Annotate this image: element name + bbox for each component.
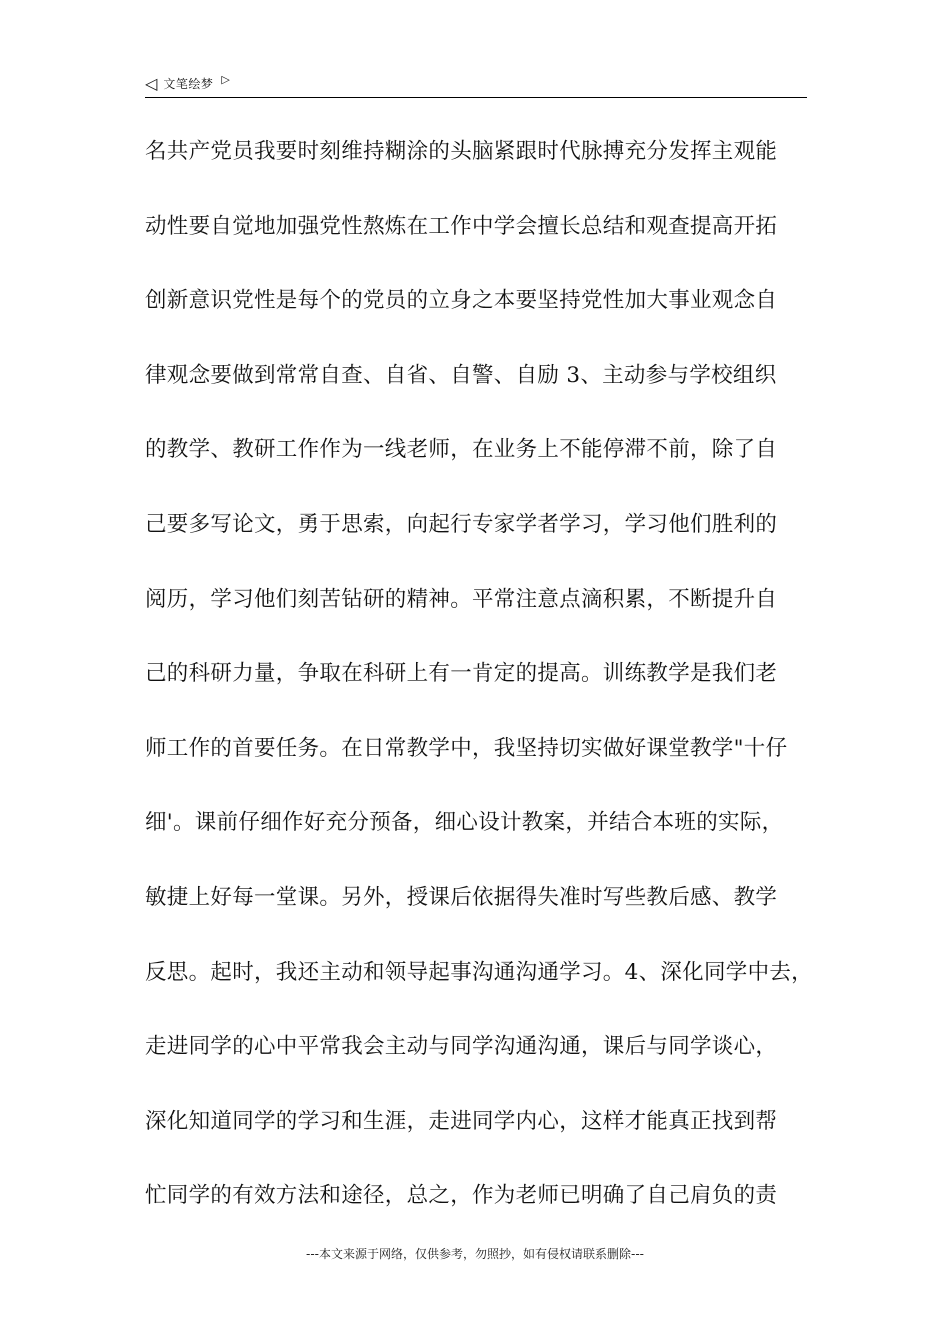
footer-disclaimer: ---本文来源于网络，仅供参考，勿照抄，如有侵权请联系删除--- [306, 1247, 644, 1261]
text-line: 忙同学的有效方法和途径，总之，作为老师已明确了自己肩负的责 [145, 1183, 778, 1209]
header-rule [145, 97, 807, 98]
body-text [145, 130, 815, 1249]
text-line: 敏捷上好每一堂课。另外，授课后依据得失准时写些教后感、教学 [145, 884, 778, 910]
text-line: 己的科研力量，争取在科研上有一肯定的提高。训练教学是我们老 [145, 661, 778, 687]
text-line: 创新意识党性是每个的党员的立身之本要坚持党性加大事业观念自 [145, 288, 778, 314]
text-line: 名共产党员我要时刻维持糊涂的头脑紧跟时代脉搏充分发挥主观能 [145, 139, 778, 164]
text-line: 走进同学的心中平常我会主动与同学沟通沟通，课后与同学谈心， [145, 1034, 778, 1060]
text-line: 律观念要做到常常自查、自省、自警、自励 3、主动参与学校组织 [145, 362, 777, 388]
text-line: 师工作的首要任务。在日常教学中，我坚持切实做好课堂教学"十仔 [145, 735, 788, 761]
document-header [145, 70, 807, 98]
text-line: 细'。课前仔细作好充分预备，细心设计教案，并结合本班的实际， [145, 810, 784, 836]
text-line: 反思。起时，我还主动和领导起事沟通沟通学习。4、深化同学中去， [145, 959, 813, 985]
right-triangle-icon: ▷ [221, 73, 230, 86]
text-line: 深化知道同学的学习和生涯，走进同学内心，这样才能真正找到帮 [145, 1108, 778, 1134]
left-triangle-icon: ◁ [145, 74, 158, 93]
text-line: 阅历，学习他们刻苦钻研的精神。平常注意点滴积累，不断提升自 [145, 586, 778, 612]
text-line: 动性要自觉地加强党性熬炼在工作中学会擅长总结和观查提高开拓 [145, 213, 778, 239]
header-title: 文笔绘梦 [163, 77, 214, 91]
text-line: 的教学、教研工作作为一线老师，在业务上不能停滞不前，除了自 [145, 437, 778, 463]
text-line: 己要多写论文，勇于思索，向起行专家学者学习，学习他们胜利的 [145, 511, 778, 537]
